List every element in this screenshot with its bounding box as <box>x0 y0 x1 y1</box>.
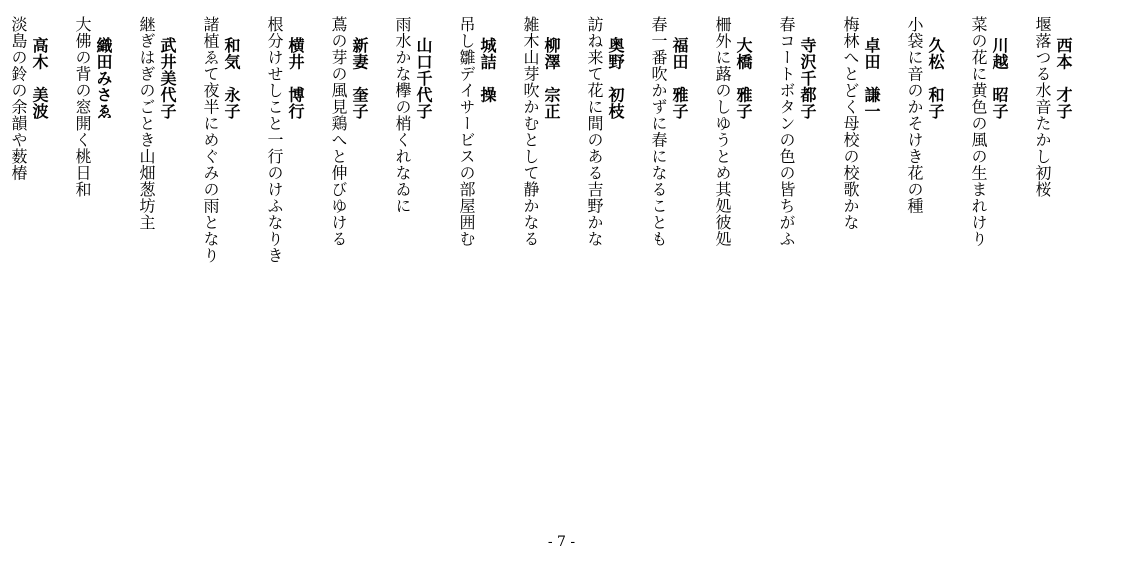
author-name: 山口千代子 <box>414 37 433 120</box>
haiku-entry <box>751 16 815 247</box>
haiku-text: 淡島の鈴の余韻や薮椿 <box>9 16 28 181</box>
haiku-text: 雑木山芽吹かむとして静かなる <box>521 16 540 247</box>
author-name: 寺沢千都子 <box>798 37 817 120</box>
haiku-text: 雨水かな欅の梢くれなゐに <box>393 16 412 214</box>
haiku-entry <box>879 16 943 214</box>
author-name: 川越 昭子 <box>990 37 1009 120</box>
haiku-entry <box>47 16 111 198</box>
haiku-text: 柵外に蕗のしゆうとめ其処彼処 <box>713 16 732 247</box>
haiku-entry <box>559 16 623 247</box>
haiku-entry <box>943 16 1007 247</box>
haiku-text: 蔦の芽の風見鶏へと伸びゆける <box>329 16 348 247</box>
haiku-entry <box>175 16 239 264</box>
author-name: 織田みさゑ <box>94 37 113 120</box>
author-name: 和気 永子 <box>222 37 241 120</box>
haiku-text: 小袋に音のかそけき花の種 <box>905 16 924 214</box>
author-name: 横井 博行 <box>286 37 305 120</box>
haiku-entry <box>431 16 495 247</box>
haiku-text: 根分けせしこと一行のけふなりき <box>265 16 284 264</box>
author-name: 久松 和子 <box>926 37 945 120</box>
author-name: 大橋 雅子 <box>734 37 753 120</box>
haiku-entry <box>239 16 303 264</box>
haiku-entry <box>6 16 47 181</box>
author-name: 福田 雅子 <box>670 37 689 120</box>
haiku-text: 堰落つる水音たかし初桜 <box>1033 16 1052 198</box>
author-name: 卓田 謙一 <box>862 37 881 120</box>
haiku-entry <box>367 16 431 214</box>
author-name: 武井美代子 <box>158 37 177 120</box>
haiku-entry <box>303 16 367 247</box>
author-name: 西本 才子 <box>1054 37 1073 120</box>
page-number: - 7 - <box>547 534 576 550</box>
haiku-text: 訪ね来て花に間のある吉野かな <box>585 16 604 247</box>
haiku-entry <box>687 16 751 247</box>
author-name: 柳澤 宗正 <box>542 37 561 120</box>
haiku-entry <box>495 16 559 247</box>
haiku-text: 諸植ゑて夜半にめぐみの雨となり <box>201 16 220 264</box>
author-name: 城詰 操 <box>478 37 497 103</box>
haiku-entry <box>111 16 175 231</box>
haiku-columns <box>6 16 1071 516</box>
haiku-text: 菜の花に黄色の風の生まれけり <box>969 16 988 247</box>
haiku-entry <box>1007 16 1071 198</box>
haiku-text: 吊し雛デイサービスの部屋囲む <box>457 16 476 247</box>
haiku-text: 継ぎはぎのごとき山畑葱坊主 <box>137 16 156 231</box>
haiku-entry <box>815 16 879 231</box>
haiku-text: 大佛の背の窓開く桃日和 <box>73 16 92 198</box>
author-name: 新妻 奎子 <box>350 37 369 120</box>
haiku-text: 梅林へとどく母校の校歌かな <box>841 16 860 231</box>
haiku-text: 春コートボタンの色の皆ちがふ <box>777 16 796 247</box>
haiku-entry <box>623 16 687 247</box>
author-name: 奥野 初枝 <box>606 37 625 120</box>
haiku-text: 春一番吹かずに春になることも <box>649 16 668 247</box>
author-name: 高木 美波 <box>30 37 49 120</box>
